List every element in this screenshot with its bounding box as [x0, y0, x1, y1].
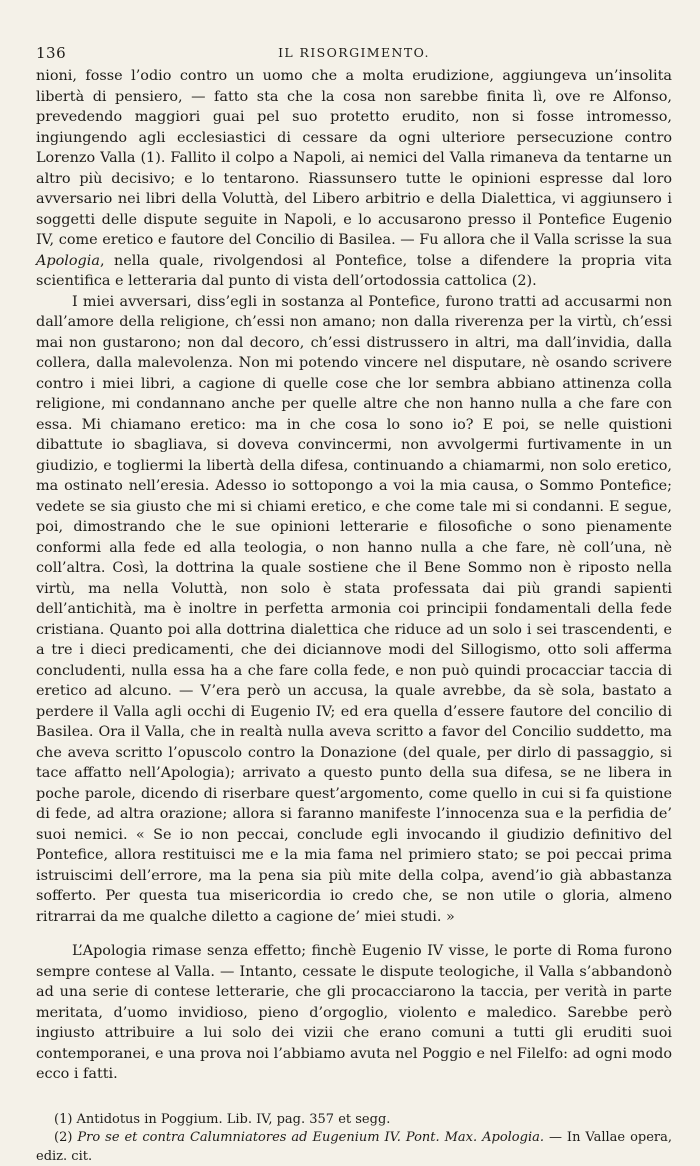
paragraph-continuation [36, 66, 672, 292]
footnote-marker: (2) [54, 1130, 77, 1145]
paragraph-apology: I miei avversari, diss’egli in sostanza al Pontefice, furono tratti ad accusarmi non dall’amore della religione, ch’essi non amano; non dalla riverenza per la virtù, ch’essi mai non gustarono; non dal decoro, ch’essi distrussero in altri, ma dall’invidia, dalla collera, dalla malevolenza. Non mi potendo vincere nel disputare, nè osando scrivere contro i miei libri, a cagione di quelle cose che lor sembra abbiano attinenza colla religione, mi condannano anche per quelle altre che non hanno nulla a che fare con essa. Mi chiamano eretico: ma in che cosa lo sono io? E poi, se nelle quistioni dibattute io sbagliava, si doveva convincermi, non avvolgermi furtivamente in un giudizio, e togliermi la libertà della difesa, continuando a chiamarmi, non solo eretico, ma ostinato nell’eresia. Adesso io sottopongo a voi la mia causa, o Sommo Pontefice; vedete se sia giusto che mi si chiami eretico, e che come tale mi si condanni. E segue, poi, dimostrando che le sue opinioni letterarie e filosofiche o sono pienamente conformi alla fede ed alla teologia, o non hanno nulla a che fare, nè coll’una, nè coll’altra. Così, la dottrina la quale sostiene che il Bene Sommo non è riposto nella virtù, ma nella Voluttà, non solo è stata professata dai più grandi sapienti dell’antichità, ma è inoltre in perfetta armonia coi principii fondamentali della fede cristiana. Quanto poi alla dottrina dialettica che riduce ad un solo i sei trascendenti, e a tre i dieci predicamenti, che dei diciannove modi del Sillogismo, otto soli afferma concludenti, nulla essa ha a che fare colla fede, e non può quindi procacciar taccia di eretico ad alcuno. — V’era però un accusa, la quale avrebbe, da sè sola, bastato a perdere il Valla agli occhi di Eugenio IV; ed era quella d’essere fautore del concilio di Basilea. Ora il Valla, che in realtà nulla aveva scritto a favor del Concilio suddetto, ma che aveva scritto l’opuscolo contro la Donazione (del quale, per dirlo di passaggio, si tace affatto nell’Apologia); arrivato a questo punto della sua difesa, se ne libera in poche parole, dicendo di riserbare quest’argomento, come quello in cui si fa quistione di fede, ad altra orazione; allora si faranno manifeste l’innocenza sua e la perfidia de’ suoi nemici. « Se io non peccai, conclude egli invocando il giudizio definitivo del Pontefice, allora restituisci me e la mia fama nel primiero stato; se poi peccai prima istruiscimi dell’errore, ma la pena sia più mite della colpa, avend’io già abbastanza sofferto. Per questa tua misericordia io credo che, se non utile o gloria, almeno ritrarrai da me qualche diletto a cagione de’ miei studi. » [36, 292, 672, 928]
paragraph-text: nioni, fosse l’odio contro un uomo che a molta erudizione, aggiungeva un’insolita libertà di pensiero, — fatto sta che la cosa non sarebbe finita lì, ove re Alfonso, prevedendo maggiori guai pel suo protetto erudito, non si fosse intromesso, ingiungendo agli ecclesiastici di cessare da ogni ulteriore persecuzione contro Lorenzo Valla (1). Fallito il colpo a Napoli, ai nemici del Valla rimaneva da tentarne un altro più decisivo; e lo tentarono. Riassunsero tutte le opinioni espresse dal loro avversario nei libri della Voluttà, del Libero arbitrio e della Dialettica, vi aggiunsero i soggetti delle dispute seguite in Napoli, e lo accusarono presso il Pontefice Eugenio IV, come eretico e fautore del Concilio di Basilea. — Fu allora che il Valla scrisse la sua [36, 68, 672, 248]
running-title: IL RISORGIMENTO. [36, 45, 672, 60]
footnote-text-end: — In Vallae opera, ediz. cit. [36, 1130, 672, 1164]
footnotes [36, 1111, 672, 1166]
page-number: 136 [36, 44, 66, 62]
paragraph-text-end: , nella quale, rivolgendosi al Pontefice, tolse a difendere la propria vita scientifica e letteraria dal punto di vista dell’ortodossia cattolica (2). [36, 253, 672, 290]
paragraph-aftermath: L’Apologia rimase senza effetto; finchè Eugenio IV visse, le porte di Roma furono sempre contese al Valla. — Intanto, cessate le dispute teologiche, il Valla s’abbandonò ad una serie di contese letterarie, che gli procacciarono la taccia, per verità in parte meritata, d’uomo invidioso, pieno d’orgoglio, violento e maledico. Sarebbe però ingiusto attribuire a lui solo dei vizii che erano comuni a tutti gli eruditi suoi contemporanei, e una prova noi l’abbiamo avuta nel Poggio e nel Filelfo: ad ogni modo ecco i fatti. [36, 941, 672, 1085]
italic-title: Apologia [36, 253, 100, 269]
footnote-2 [36, 1129, 672, 1166]
footnote-1: (1) Antidotus in Poggium. Lib. IV, pag. 357 et segg. [36, 1111, 672, 1130]
footnote-italic-title: Pro se et contra Calumniatores ad Eugenium IV. Pont. Max. Apologia. [77, 1130, 544, 1145]
running-head [36, 44, 672, 66]
body-text [36, 66, 672, 1085]
book-page [36, 44, 672, 1166]
